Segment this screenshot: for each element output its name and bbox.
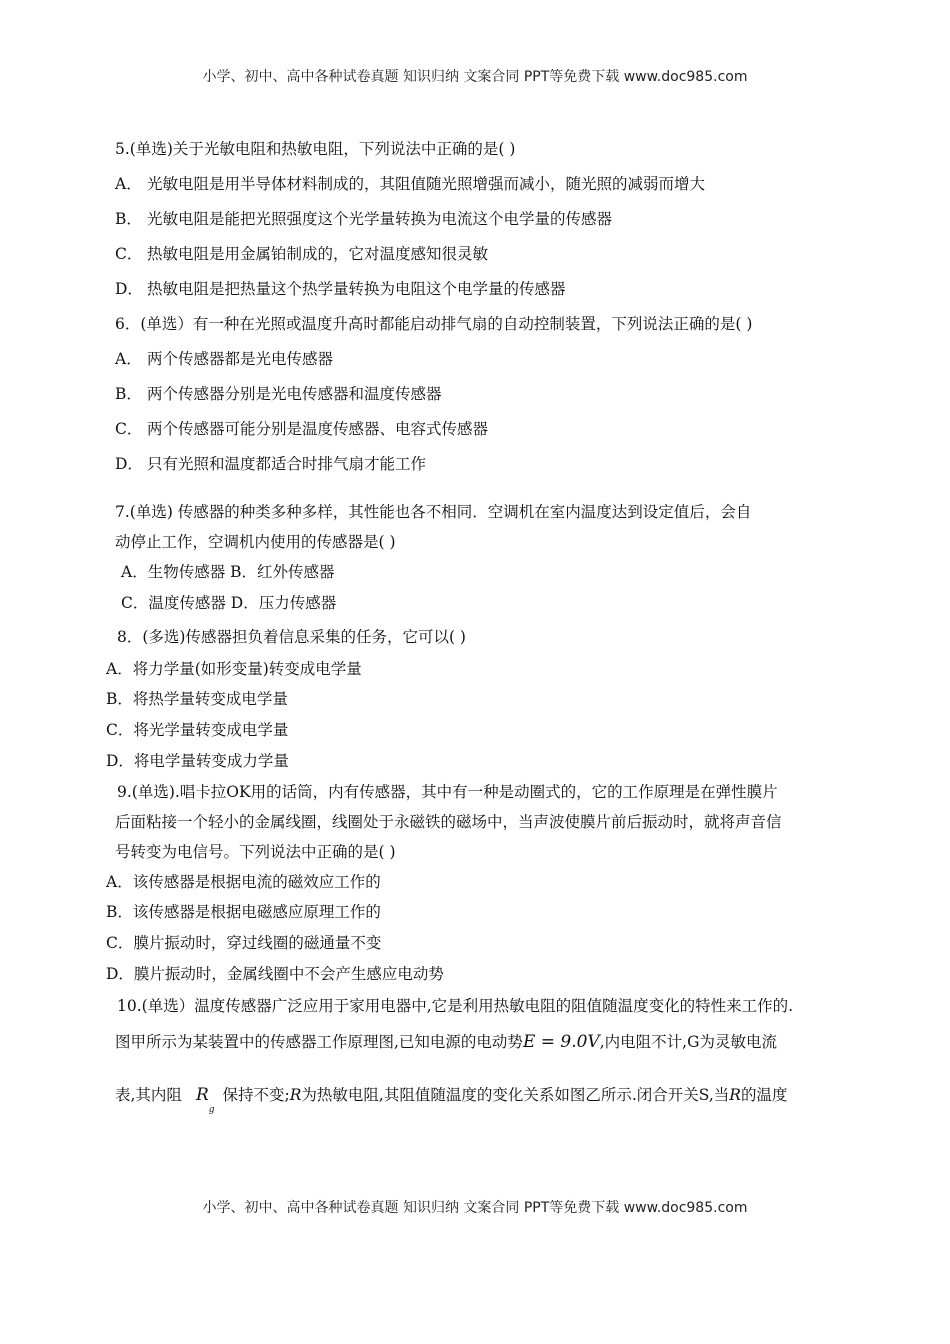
q6-option-d: D． 只有光照和温度都适合时排气扇才能工作 (115, 455, 427, 473)
q9-option-c: C．膜片振动时，穿过线圈的磁通量不变 (106, 934, 382, 952)
q8-stem: 8．(多选)传感器担负着信息采集的任务，它可以( ) (117, 628, 466, 646)
page-header: 小学、初中、高中各种试卷真题 知识归纳 文案合同 PPT等免费下载 www.doc985.com (202, 69, 748, 85)
q9-option-b: B．该传感器是根据电磁感应原理工作的 (106, 903, 381, 921)
q9-option-d: D．膜片振动时，金属线圈中不会产生感应电动势 (106, 965, 444, 983)
q5-option-a: A． 光敏电阻是用半导体材料制成的，其阻值随光照增强而减小，随光照的减弱而增大 (115, 175, 706, 193)
q6-option-c: C． 两个传感器可能分别是温度传感器、电容式传感器 (115, 420, 489, 438)
q8-option-b: B．将热学量转变成电学量 (106, 690, 288, 708)
q5-option-d: D． 热敏电阻是把热量这个热学量转换为电阻这个电学量的传感器 (115, 280, 566, 298)
q6-option-b: B． 两个传感器分别是光电传感器和温度传感器 (115, 385, 442, 403)
q5-option-c: C． 热敏电阻是用金属铂制成的，它对温度感知很灵敏 (115, 245, 489, 263)
q5-option-b: B． 光敏电阻是能把光照强度这个光学量转换为电流这个电学量的传感器 (115, 210, 613, 228)
q7-stem-line1: 7.(单选) 传感器的种类多种多样，其性能也各不相同．空调机在室内温度达到设定值后，会自 (115, 503, 752, 521)
q5-stem: 5.(单选)关于光敏电阻和热敏电阻，下列说法中正确的是( ) (115, 140, 516, 158)
q8-option-d: D．将电学量转变成力学量 (106, 752, 289, 770)
q7-stem-line2: 动停止工作，空调机内使用的传感器是( ) (115, 533, 396, 551)
rg-symbol: R (195, 1085, 209, 1105)
q7-options-line1: A．生物传感器 B．红外传感器 (121, 563, 335, 581)
q10-line3: 表,其内阻 $R_g$保持不变;R为热敏电阻,其阻值随温度的变化关系如图乙所示.闭合开关S,当R的温度 (115, 1085, 788, 1115)
q6-option-a: A． 两个传感器都是光电传感器 (115, 350, 334, 368)
q9-stem-line3: 号转变为电信号。下列说法中正确的是( ) (115, 843, 396, 861)
q6-stem: 6．(单选）有一种在光照或温度升高时都能启动排气扇的自动控制装置，下列说法正确的是( ) (115, 315, 753, 333)
q8-option-a: A．将力学量(如形变量)转变成电学量 (106, 660, 362, 678)
q9-option-a: A．该传感器是根据电流的磁效应工作的 (106, 873, 381, 891)
q10-line2: 图甲所示为某装置中的传感器工作原理图,已知电源的电动势E = 9.0V,内电阻不计,G为灵敏电流 (115, 1032, 777, 1052)
page-footer: 小学、初中、高中各种试卷真题 知识归纳 文案合同 PPT等免费下载 www.doc985.com (202, 1200, 748, 1216)
q10-line1: 10.(单选）温度传感器广泛应用于家用电器中,它是利用热敏电阻的阻值随温度变化的特性来工作的. (117, 997, 794, 1015)
q7-options-line2: C．温度传感器 D．压力传感器 (121, 594, 337, 612)
q9-stem-line1: 9.(单选).唱卡拉OK用的话筒，内有传感器，其中有一种是动圈式的，它的工作原理是在弹性膜片 (117, 783, 778, 801)
emf-formula: E = 9.0V (522, 1032, 600, 1052)
q9-stem-line2: 后面粘接一个轻小的金属线圈，线圈处于永磁铁的磁场中，当声波使膜片前后振动时，就将声音信 (115, 813, 782, 831)
q8-option-c: C．将光学量转变成电学量 (106, 721, 289, 739)
